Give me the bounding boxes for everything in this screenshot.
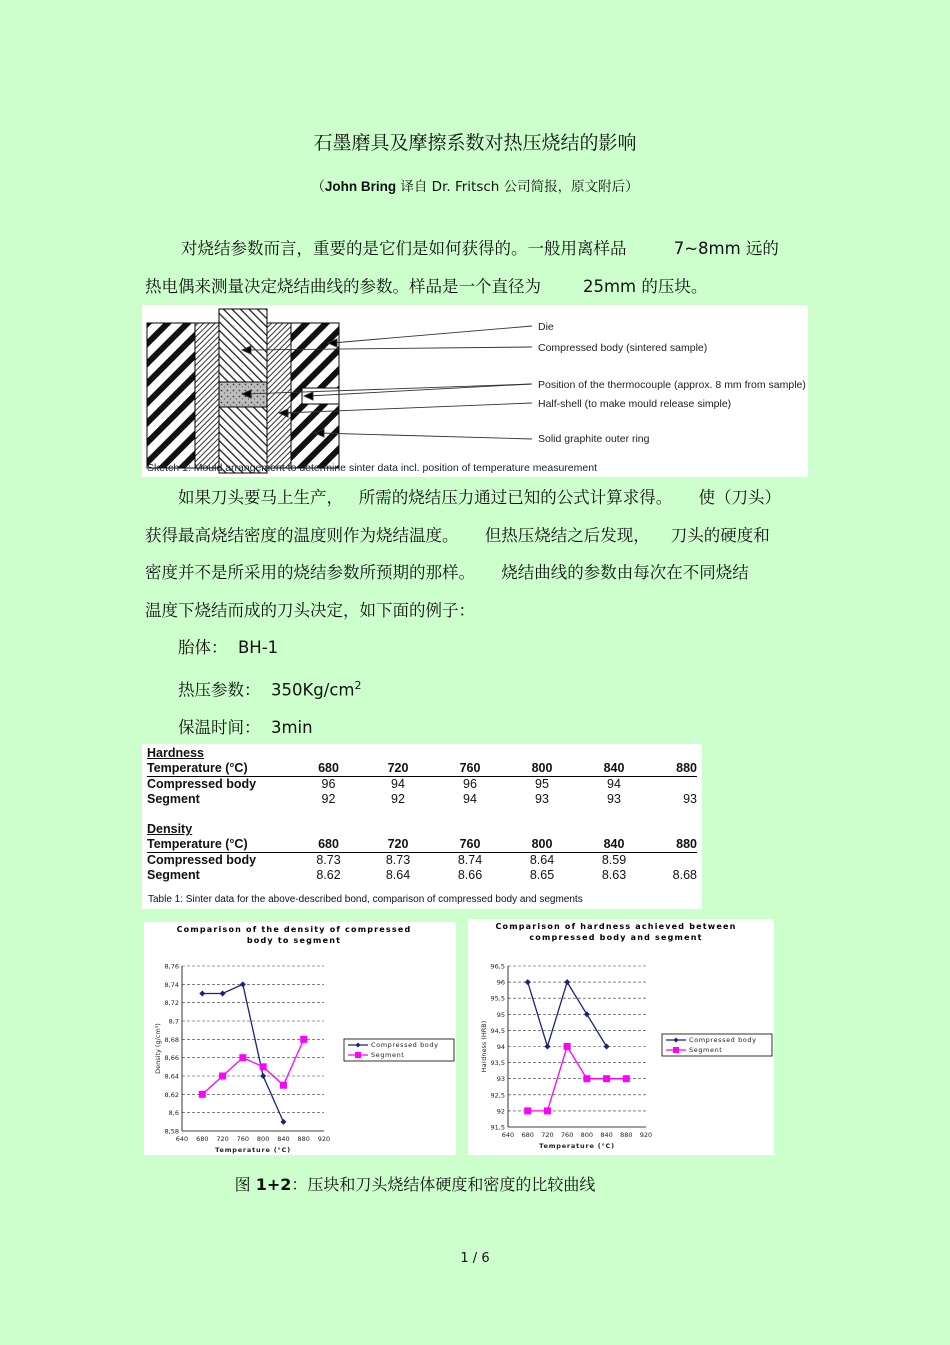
y-tick-label: 8,76 (164, 962, 179, 971)
data-point (583, 1075, 590, 1082)
table-cell: 96 (463, 777, 477, 791)
page-number: 1 / 6 (460, 1251, 490, 1266)
data-point (260, 1063, 267, 1070)
x-tick-label: 920 (639, 1131, 653, 1139)
density-chart-box (144, 922, 456, 1155)
table-cell: 94 (607, 777, 621, 791)
series-line (202, 1039, 303, 1094)
intro-line-1: 对烧结参数而言，重要的是它们是如何获得的。一般用离样品 7~8mm 远的 (181, 239, 779, 258)
y-tick-label: 8,72 (164, 999, 179, 1008)
pressure-text: 热压参数： 350Kg/cm (178, 680, 355, 699)
y-tick-label: 95 (496, 1010, 505, 1019)
sinter-table (147, 746, 697, 883)
row-label: Segment (147, 792, 200, 806)
body-line-4: 温度下烧结而成的刀头决定，如下面的例子： (145, 600, 475, 620)
data-point (525, 979, 531, 985)
body-paragraph (145, 479, 810, 746)
half-shell-right (267, 323, 291, 468)
temp-cell: 760 (459, 837, 481, 851)
density-segment-row (147, 868, 697, 883)
legend-label: Segment (371, 1051, 405, 1060)
table-cell: 8.59 (601, 853, 627, 867)
y-tick-label: 93,5 (490, 1059, 505, 1068)
table-cell: 96 (321, 777, 336, 791)
temp-cell: 800 (531, 761, 553, 775)
hardness-segment-row (147, 792, 697, 807)
data-point (199, 991, 205, 997)
table-cell: 93 (607, 792, 621, 806)
body-line-3: 密度并不是所采用的烧结参数所预期的那样。 烧结曲线的参数由每次在不同烧结 (145, 563, 749, 582)
figure-caption-prefix: 图 (234, 1175, 256, 1194)
x-tick-label: 720 (216, 1135, 229, 1143)
document-title: 石墨磨具及摩擦系数对热压烧结的影响 (313, 132, 637, 154)
x-tick-label: 800 (580, 1131, 594, 1139)
temp-cell: 720 (387, 837, 409, 851)
y-tick-label: 8,62 (164, 1090, 179, 1099)
sketch-label-die: Die (538, 321, 554, 333)
data-point (260, 1073, 266, 1079)
table-cell: 8.62 (316, 868, 341, 882)
table-cell: 8.68 (672, 868, 697, 882)
data-point (220, 991, 226, 997)
sketch-label-outer-ring: Solid graphite outer ring (538, 433, 650, 445)
table-cell: 8.74 (457, 853, 483, 867)
table-cell: 95 (535, 777, 549, 791)
body-line-1: 如果刀头要马上生产， 所需的烧结压力通过已知的公式计算求得。 使（刀头） (178, 488, 781, 507)
data-point (623, 1075, 630, 1082)
temp-cell: 680 (318, 761, 339, 775)
legend-marker (355, 1052, 361, 1058)
outer-ring-left (147, 323, 195, 468)
data-point (280, 1082, 287, 1089)
temp-cell: 800 (531, 837, 553, 851)
figure-caption-text: ：压块和刀头烧结体硬度和密度的比较曲线 (291, 1175, 596, 1194)
table-cell: 94 (463, 792, 477, 806)
table-cell (650, 777, 697, 793)
sketch-label-compressed-body: Compressed body (sintered sample) (538, 342, 708, 354)
y-tick-label: 94 (496, 1043, 505, 1051)
data-point (280, 1119, 286, 1125)
chart-title: Comparison of the density of compressed (176, 925, 412, 934)
x-tick-label: 760 (560, 1131, 574, 1139)
table-cell: 8.66 (457, 868, 483, 882)
density-heading: Density (147, 822, 193, 836)
table-cell (650, 853, 697, 869)
temp-cell: 840 (603, 837, 625, 851)
subtitle-open: （ (311, 179, 325, 195)
intro-line-2: 热电偶来测量决定烧结曲线的参数。样品是一个直径为 25mm 的压块。 (145, 276, 708, 296)
data-point (524, 1107, 531, 1114)
sketch-caption: Sketch 1: Mould arrangement to determine sinter data incl. position of temperature measurement (147, 462, 597, 474)
row-label: Compressed body (147, 853, 257, 867)
chart-title: compressed body and segment (529, 933, 703, 942)
y-tick-label: 8,68 (164, 1035, 179, 1044)
legend-label: Segment (689, 1046, 723, 1055)
document-subtitle (0, 175, 950, 195)
x-tick-label: 640 (501, 1131, 515, 1139)
x-tick-label: 920 (317, 1135, 331, 1143)
hardness-compressed-row (147, 777, 697, 793)
legend-label: Compressed body (371, 1041, 439, 1050)
table-cell: 8.73 (316, 853, 341, 867)
x-axis-label: Temperature (°C) (539, 1142, 615, 1150)
data-point (544, 1044, 550, 1050)
table-cell: 8.63 (601, 868, 627, 882)
table-caption: Table 1: Sinter data for the above-described bond, comparison of compressed body and segments (148, 894, 583, 905)
pressure-sup: 2 (354, 678, 362, 692)
sketch-label-thermocouple: Position of the thermocouple (approx. 8 mm from sample) (538, 379, 806, 391)
y-tick-label: 8,58 (164, 1127, 179, 1136)
temp-cell: 720 (387, 761, 409, 775)
data-point (564, 979, 570, 985)
y-tick-label: 94,5 (490, 1026, 505, 1035)
temp-cell: 880 (676, 837, 697, 851)
chart-title: Comparison of hardness achieved between (495, 922, 737, 931)
figure-caption (0, 1172, 830, 1195)
data-point (584, 1011, 590, 1017)
data-point (603, 1075, 610, 1082)
hardness-heading: Hardness (147, 746, 204, 760)
punch-top (219, 309, 267, 382)
table-cell: 8.65 (529, 868, 555, 882)
x-tick-label: 840 (277, 1135, 290, 1143)
data-point (239, 1054, 246, 1061)
hardness-temp-row (147, 761, 697, 777)
y-axis-label: Hardness (HRB) (480, 1020, 488, 1073)
legend-marker (673, 1047, 679, 1053)
y-tick-label: 8,64 (164, 1072, 179, 1081)
table-cell: 93 (683, 792, 697, 806)
y-axis-label: Density (g/cm³) (154, 1023, 162, 1074)
x-tick-label: 640 (175, 1135, 189, 1143)
intro-paragraph (145, 230, 810, 305)
data-point (564, 1043, 571, 1050)
x-tick-label: 720 (541, 1131, 554, 1139)
y-tick-label: 96,5 (490, 962, 505, 971)
series-line (202, 984, 283, 1122)
y-tick-label: 96 (496, 978, 505, 987)
table-cell: 8.64 (385, 868, 411, 882)
table-cell: 92 (321, 792, 336, 806)
x-tick-label: 880 (620, 1131, 633, 1139)
mould-sketch-svg (142, 305, 808, 477)
data-point (300, 1036, 307, 1043)
temp-cell: 840 (603, 761, 625, 775)
hold-time-line: 保温时间： 3min (178, 717, 313, 737)
data-point (240, 981, 246, 987)
x-tick-label: 800 (256, 1135, 270, 1143)
y-tick-label: 92,5 (490, 1091, 505, 1100)
matrix-line: 胎体： BH-1 (178, 638, 279, 657)
row-label: Compressed body (147, 777, 257, 791)
data-point (219, 1073, 226, 1080)
table-cell: 8.73 (385, 853, 411, 867)
y-tick-label: 93 (496, 1075, 505, 1084)
y-tick-label: 8,66 (164, 1054, 179, 1063)
y-tick-label: 8,7 (168, 1017, 179, 1026)
temp-cell: 680 (318, 837, 339, 851)
subtitle-rest: 译自 Dr. Fritsch 公司简报，原文附后） (396, 179, 639, 195)
y-tick-label: 92 (496, 1107, 505, 1116)
sketch-label-half-shell: Half-shell (to make mould release simple) (538, 398, 732, 410)
body-line-2: 获得最高烧结密度的温度则作为烧结温度。 但热压烧结之后发现， 刀头的硬度和 (145, 525, 770, 545)
row-label: Segment (147, 868, 200, 882)
figure-caption-number: 1+2 (255, 1175, 292, 1194)
temp-label: Temperature (°C) (147, 761, 248, 775)
x-tick-label: 680 (521, 1131, 534, 1139)
series-line (528, 1047, 627, 1111)
data-point (199, 1091, 206, 1098)
density-chart (144, 922, 456, 1155)
table-cell: 94 (391, 777, 405, 791)
table-cell: 92 (391, 792, 405, 806)
chart-title: body to segment (246, 936, 342, 945)
data-point (544, 1107, 551, 1114)
temp-cell: 880 (676, 761, 697, 775)
data-point (604, 1044, 610, 1050)
hardness-chart-box (468, 919, 774, 1155)
pressure-line (145, 667, 810, 709)
x-tick-label: 760 (236, 1135, 250, 1143)
y-tick-label: 91,5 (490, 1123, 505, 1132)
density-temp-row (147, 837, 697, 853)
table-cell: 93 (535, 792, 549, 806)
y-tick-label: 8,6 (168, 1109, 179, 1118)
y-tick-label: 8,74 (164, 980, 179, 989)
legend-label: Compressed body (689, 1036, 757, 1045)
x-tick-label: 880 (297, 1135, 310, 1143)
x-tick-label: 840 (600, 1131, 613, 1139)
sinter-table-box (142, 744, 702, 909)
hardness-chart (468, 919, 774, 1155)
y-tick-label: 95,5 (490, 994, 505, 1003)
temp-label: Temperature (°C) (147, 837, 248, 851)
x-axis-label: Temperature (°C) (215, 1146, 291, 1154)
subtitle-author: John Bring (324, 179, 397, 194)
x-tick-label: 680 (196, 1135, 209, 1143)
mould-sketch (142, 305, 808, 477)
density-compressed-row (147, 853, 697, 869)
temp-cell: 760 (459, 761, 481, 775)
half-shell-left (195, 323, 219, 468)
table-cell: 8.64 (529, 853, 555, 867)
